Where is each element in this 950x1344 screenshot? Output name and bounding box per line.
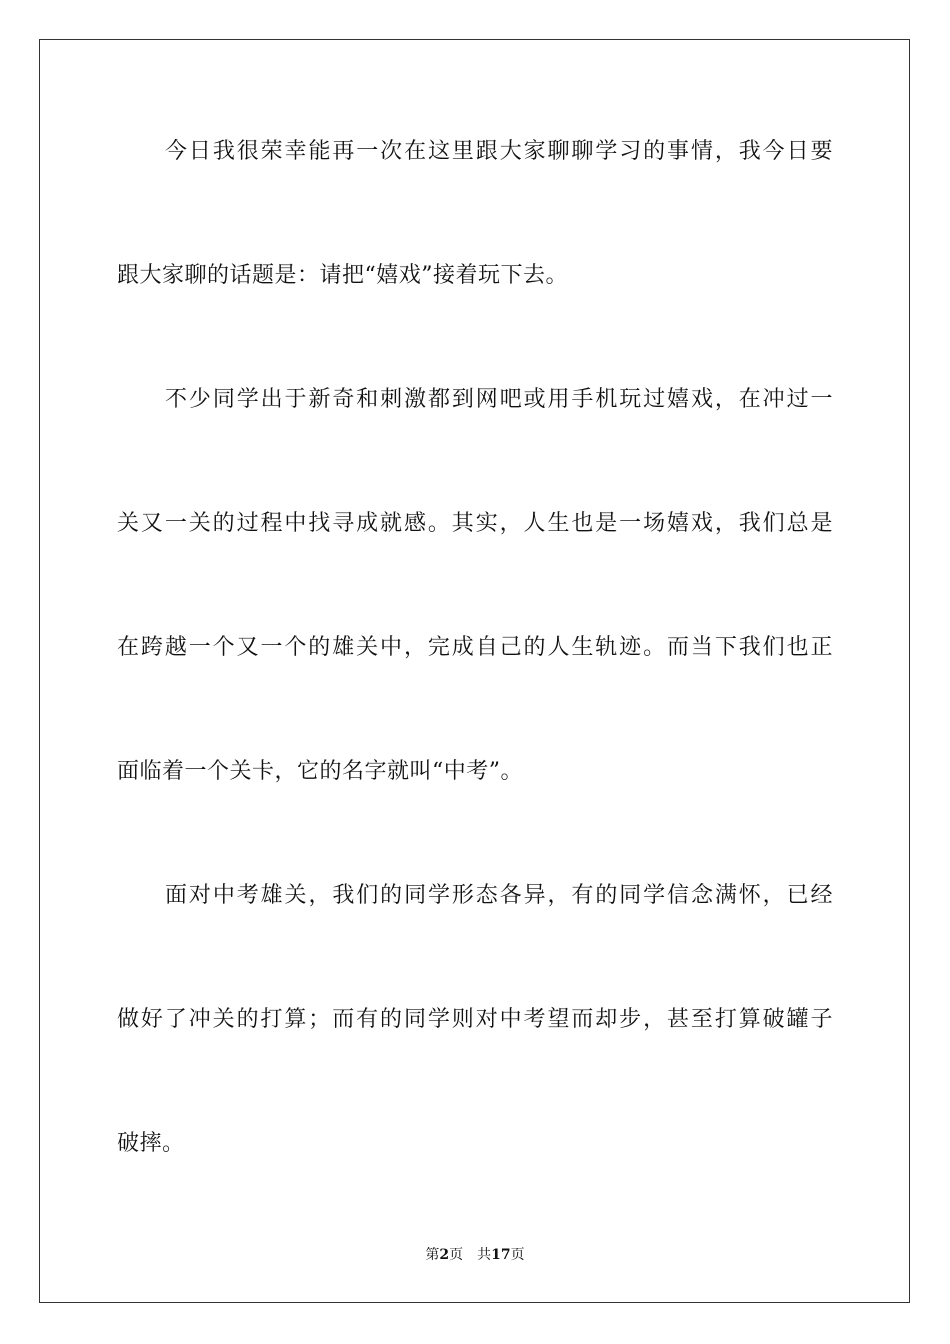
paragraph-1-line-2: 跟大家聊的话题是：请把“嬉戏”接着玩下去。: [117, 263, 568, 288]
footer-total-prefix: 共: [477, 1247, 492, 1263]
paragraph-3-line-2: 做好了冲关的打算；而有的同学则对中考望而却步，甚至打算破罐子: [117, 1007, 833, 1032]
footer-page-number: 2: [439, 1247, 450, 1263]
paragraph-2-line-3: 在跨越一个又一个的雄关中，完成自己的人生轨迹。而当下我们也正: [117, 635, 833, 660]
paragraph-3-line-1: 面对中考雄关，我们的同学形态各异，有的同学信念满怀，已经: [165, 883, 833, 908]
paragraph-2-line-2: 关又一关的过程中找寻成就感。其实，人生也是一场嬉戏，我们总是: [117, 511, 833, 536]
paragraph-2-line-4: 面临着一个关卡，它的名字就叫“中考”。: [117, 759, 523, 784]
footer-page-suffix: 页: [449, 1247, 464, 1263]
paragraph-3-line-3: 破摔。: [117, 1131, 185, 1156]
paragraph-2-line-1: 不少同学出于新奇和刺激都到网吧或用手机玩过嬉戏，在冲过一: [165, 387, 833, 412]
footer-total-suffix: 页: [510, 1247, 525, 1263]
footer-page-prefix: 第: [425, 1247, 440, 1263]
paragraph-1-line-1: 今日我很荣幸能再一次在这里跟大家聊聊学习的事情，我今日要: [165, 139, 833, 164]
page-border: [39, 39, 910, 1303]
page-footer: [0, 1246, 950, 1264]
footer-total-pages: 17: [491, 1247, 511, 1263]
